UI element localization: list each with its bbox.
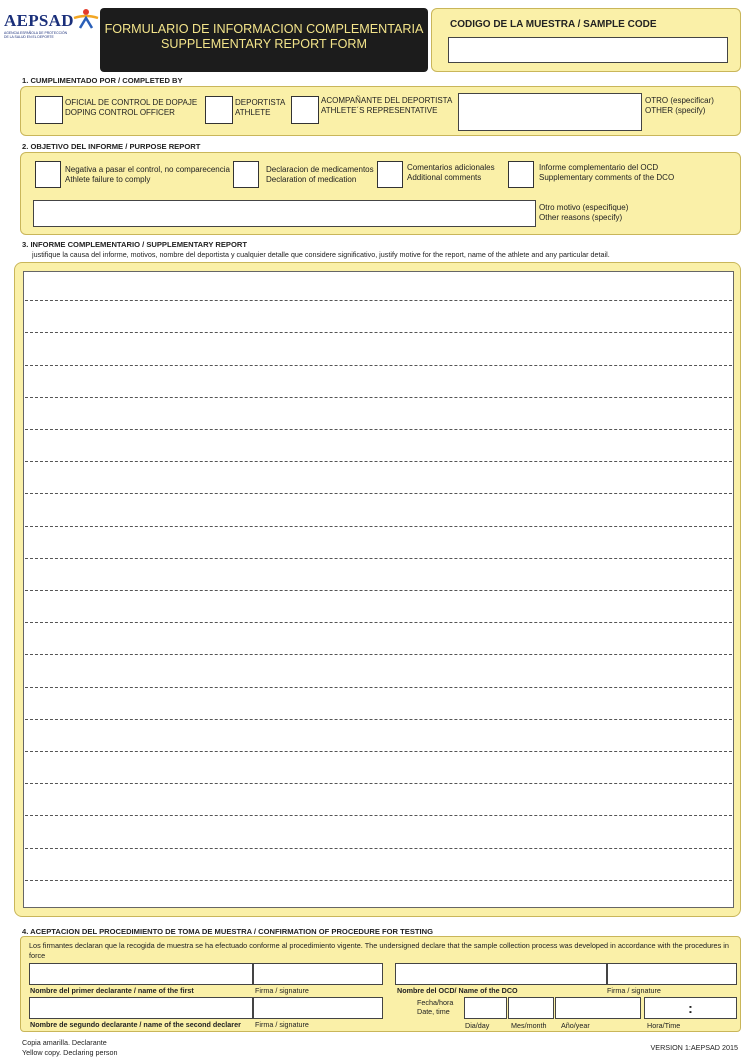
footer-copy-es: Copia amarilla. Declarante — [22, 1038, 107, 1047]
report-writing-line — [25, 783, 732, 784]
checkbox-athlete[interactable] — [205, 96, 233, 124]
section-1-title: 1. CUMPLIMENTADO POR / COMPLETED BY — [22, 76, 183, 85]
time-separator: : — [688, 1000, 693, 1016]
other-specify-input[interactable] — [458, 93, 642, 131]
option-dco-comments-es: Informe complementario del OCD — [539, 163, 659, 172]
report-text-area[interactable] — [23, 271, 734, 908]
checkbox-additional-comments[interactable] — [377, 161, 403, 188]
option-representative-label — [321, 96, 452, 116]
option-other-es: OTRO (especificar) — [645, 96, 714, 105]
first-declarant-name-input[interactable] — [29, 963, 253, 985]
option-other-en: OTHER (specify) — [645, 106, 706, 115]
report-writing-line — [25, 300, 732, 301]
report-writing-line — [25, 815, 732, 816]
option-athlete-label — [235, 98, 285, 118]
checkbox-dco-comments[interactable] — [508, 161, 534, 188]
report-writing-line — [25, 558, 732, 559]
option-dco-comments-en: Supplementary comments of the DCO — [539, 173, 675, 182]
section-3-title: 3. INFORME COMPLEMENTARIO / SUPPLEMENTARY REPORT — [22, 240, 248, 249]
option-dco-comments-label — [539, 163, 674, 183]
time-label: Hora/Time — [647, 1021, 681, 1030]
report-writing-line — [25, 622, 732, 623]
report-writing-line — [25, 590, 732, 591]
sample-code-panel — [431, 8, 741, 72]
dco-name-input[interactable] — [395, 963, 607, 985]
logo-subtitle-1: AGENCIA ESPAÑOLA DE PROTECCIÓN — [4, 31, 68, 35]
sample-code-label: CODIGO DE LA MUESTRA / SAMPLE CODE — [450, 19, 657, 30]
report-writing-line — [25, 848, 732, 849]
option-medication-en: Declaration of medication — [266, 175, 357, 184]
checkbox-representative[interactable] — [291, 96, 319, 124]
first-declarant-signature-input[interactable] — [253, 963, 383, 985]
report-writing-line — [25, 365, 732, 366]
option-additional-es: Comentarios adicionales — [407, 163, 495, 172]
day-input[interactable] — [464, 997, 507, 1019]
form-title-es: FORMULARIO DE INFORMACION COMPLEMENTARIA — [104, 22, 424, 36]
logo-text: AEPSAD — [4, 11, 74, 30]
form-title-en: SUPPLEMENTARY REPORT FORM — [161, 37, 367, 51]
section-4-statement: Los firmantes declaran que la recogida de muestra se ha efectuado conforme al procedimiento vigente. The undersigned declare that the sample collection process was developed in accordance with the procedures in force — [29, 941, 729, 960]
option-other-reasons-label — [539, 203, 628, 223]
report-writing-line — [25, 429, 732, 430]
date-time-label — [417, 998, 453, 1016]
dco-name-label: Nombre del OCD/ Name of the DCO — [397, 986, 518, 995]
aepsad-logo — [4, 12, 100, 42]
sample-code-input[interactable] — [448, 37, 728, 63]
option-athlete-es: DEPORTISTA — [235, 98, 286, 107]
dco-signature-input[interactable] — [607, 963, 737, 985]
section-1-panel — [20, 86, 741, 136]
option-athlete-en: ATHLETE — [235, 108, 271, 117]
option-medication-es: Declaracion de medicamentos — [266, 165, 374, 174]
option-medication-label — [266, 165, 374, 185]
second-signature-label: Firma / signature — [255, 1020, 309, 1029]
day-label: Dia/day — [465, 1021, 490, 1030]
report-writing-line — [25, 654, 732, 655]
report-writing-line — [25, 461, 732, 462]
other-reasons-input[interactable] — [33, 200, 536, 227]
option-failure-en: Athlete failure to comply — [65, 175, 151, 184]
section-3-panel — [14, 262, 741, 917]
report-writing-line — [25, 332, 732, 333]
checkbox-dco[interactable] — [35, 96, 63, 124]
report-writing-line — [25, 493, 732, 494]
report-writing-line — [25, 880, 732, 881]
first-signature-label: Firma / signature — [255, 986, 309, 995]
option-other-label — [645, 96, 714, 116]
footer-copy-en: Yellow copy. Declaring person — [22, 1048, 118, 1057]
report-writing-line — [25, 719, 732, 720]
report-writing-line — [25, 687, 732, 688]
section-3-instructions: justifique la causa del informe, motivos, nombre del deportista y cualquier detalle que considere significativo, justify motive for the report, name of the athlete and any particular detail. — [32, 250, 610, 259]
date-label-en: Date, time — [417, 1007, 450, 1016]
option-representative-en: ATHLETE´S REPRESENTATIVE — [321, 106, 438, 115]
option-additional-en: Additional comments — [407, 173, 482, 182]
footer-version: VERSION 1:AEPSAD 2015 — [650, 1043, 738, 1052]
option-dco-en: DOPING CONTROL OFFICER — [65, 108, 175, 117]
option-additional-label — [407, 163, 495, 183]
logo-figure-icon — [72, 8, 100, 30]
second-declarant-label: Nombre de segundo declarante / name of the second declarer — [30, 1020, 241, 1029]
option-failure-label — [65, 165, 230, 185]
month-label: Mes/month — [511, 1021, 547, 1030]
checkbox-medication[interactable] — [233, 161, 259, 188]
option-other-reasons-es: Otro motivo (especifique) — [539, 203, 629, 212]
first-declarant-label: Nombre del primer declarante / name of the first — [30, 986, 194, 995]
second-declarant-name-input[interactable] — [29, 997, 253, 1019]
logo-subtitle-2: DE LA SALUD EN EL DEPORTE — [4, 35, 54, 39]
option-failure-es: Negativa a pasar el control, no comparecencia — [65, 165, 230, 174]
section-4-title: 4. ACEPTACION DEL PROCEDIMIENTO DE TOMA DE MUESTRA / CONFIRMATION OF PROCEDURE FOR TESTING — [22, 927, 434, 936]
section-2-panel — [20, 152, 741, 235]
option-dco-es: OFICIAL DE CONTROL DE DOPAJE — [65, 98, 198, 107]
section-2-title: 2. OBJETIVO DEL INFORME / PURPOSE REPORT — [22, 142, 201, 151]
dco-signature-label: Firma / signature — [607, 986, 661, 995]
report-writing-line — [25, 751, 732, 752]
title-bar — [100, 8, 428, 72]
time-input[interactable] — [644, 997, 737, 1019]
option-representative-es: ACOMPAÑANTE DEL DEPORTISTA — [321, 96, 453, 105]
year-label: Año/year — [561, 1021, 590, 1030]
date-label-es: Fecha/hora — [417, 998, 454, 1007]
second-declarant-signature-input[interactable] — [253, 997, 383, 1019]
report-writing-line — [25, 397, 732, 398]
year-input[interactable] — [555, 997, 641, 1019]
option-dco-label — [65, 98, 197, 118]
month-input[interactable] — [508, 997, 554, 1019]
option-other-reasons-en: Other reasons (specify) — [539, 213, 623, 222]
section-4-panel — [20, 936, 741, 1032]
report-writing-line — [25, 526, 732, 527]
checkbox-failure-to-comply[interactable] — [35, 161, 61, 188]
